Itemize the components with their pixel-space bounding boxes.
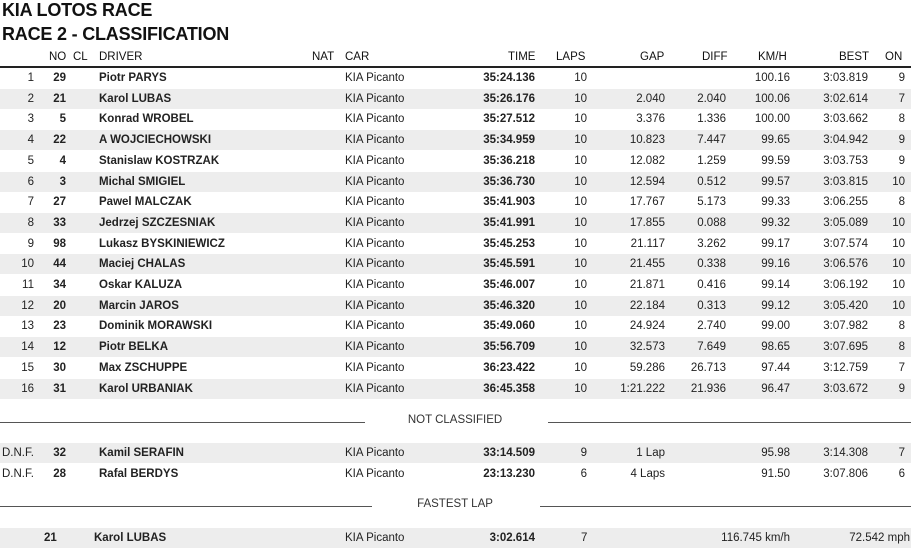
table-row [0, 443, 911, 463]
cell-kmh: 95.98 [761, 447, 790, 459]
table-row [0, 213, 911, 233]
cell-driver: Piotr BELKA [99, 341, 168, 354]
cell-car: KIA Picanto [345, 113, 405, 126]
cell-gap: 24.924 [629, 320, 665, 333]
fastest-car: KIA Picanto [345, 532, 405, 544]
cell-best: 3:06.192 [823, 279, 868, 291]
page-title: KIA LOTOS RACE [2, 0, 153, 20]
cell-car: KIA Picanto [345, 237, 405, 250]
cell-on: 6 [898, 468, 905, 480]
cell-gap: 17.767 [629, 196, 665, 209]
cell-on: 8 [898, 320, 905, 333]
cell-time: 35:41.991 [483, 216, 535, 229]
cell-gap: 32.573 [629, 341, 665, 354]
cell-no: 22 [53, 134, 66, 147]
header-diff: DIFF [702, 51, 728, 63]
cell-time: 35:34.959 [483, 134, 535, 147]
cell-gap: 22.184 [629, 299, 665, 312]
cell-driver: Konrad WROBEL [99, 113, 194, 126]
fastest-kmh: 116.745 km/h [721, 532, 790, 544]
cell-on: 9 [898, 154, 905, 167]
cell-diff: 26.713 [690, 361, 726, 374]
cell-laps: 10 [574, 299, 587, 312]
cell-time: 23:13.230 [483, 468, 535, 480]
cell-no: 98 [53, 237, 66, 250]
cell-best: 3:12.759 [823, 361, 868, 374]
cell-no: 30 [53, 361, 66, 374]
cell-best: 3:03.753 [823, 154, 868, 167]
cell-time: 35:36.730 [483, 175, 535, 188]
cell-driver: A WOJCIECHOWSKI [99, 134, 212, 147]
header-gap: GAP [640, 51, 665, 63]
cell-best: 3:07.982 [823, 320, 868, 333]
cell-on: 9 [898, 134, 905, 147]
cell-car: KIA Picanto [345, 341, 405, 354]
cell-pos: 14 [21, 341, 34, 354]
cell-pos: D.N.F. [2, 447, 34, 459]
cell-no: 31 [53, 382, 66, 395]
cell-driver: Jedrzej SZCZESNIAK [99, 216, 216, 229]
cell-diff: 0.088 [697, 216, 726, 229]
cell-time: 35:46.320 [483, 299, 535, 312]
cell-no: 44 [53, 258, 66, 271]
cell-best: 3:06.576 [823, 258, 868, 271]
cell-kmh: 100.06 [754, 92, 790, 105]
fastest-mph: 72.542 mph [849, 532, 910, 544]
table-row [0, 337, 911, 357]
header-time: TIME [508, 51, 536, 63]
cell-on: 10 [892, 258, 905, 271]
cell-gap: 3.376 [636, 113, 665, 126]
cell-time: 35:27.512 [483, 113, 535, 126]
cell-car: KIA Picanto [345, 72, 405, 84]
cell-driver: Lukasz BYSKINIEWICZ [99, 237, 225, 250]
cell-no: 32 [53, 447, 66, 459]
cell-pos: D.N.F. [2, 468, 34, 480]
cell-laps: 10 [574, 154, 587, 167]
cell-pos: 7 [27, 196, 34, 209]
cell-best: 3:03.672 [823, 382, 868, 395]
header-best: BEST [839, 51, 870, 63]
cell-kmh: 99.32 [761, 216, 790, 229]
cell-diff: 0.338 [697, 258, 726, 271]
cell-best: 3:03.662 [823, 113, 868, 126]
cell-best: 3:05.420 [823, 299, 868, 312]
cell-laps: 6 [580, 468, 587, 480]
cell-gap: 2.040 [636, 92, 665, 105]
cell-gap: 10.823 [629, 134, 665, 147]
cell-kmh: 98.65 [761, 341, 790, 354]
cell-best: 3:14.308 [823, 447, 868, 459]
cell-diff: 7.649 [697, 341, 726, 354]
cell-pos: 12 [21, 299, 34, 312]
cell-car: KIA Picanto [345, 279, 405, 291]
not-classified-label: NOT CLASSIFIED [407, 414, 503, 426]
cell-diff: 2.040 [697, 92, 726, 105]
fastest-driver: Karol LUBAS [94, 532, 167, 544]
cell-no: 29 [53, 72, 66, 84]
table-row [0, 89, 911, 109]
cell-car: KIA Picanto [345, 320, 405, 333]
cell-gap: 59.286 [629, 361, 665, 374]
cell-laps: 10 [574, 175, 587, 188]
table-row [0, 296, 911, 316]
cell-best: 3:03.815 [823, 175, 868, 188]
cell-diff: 1.336 [697, 113, 726, 126]
cell-kmh: 99.14 [761, 279, 790, 291]
cell-diff: 3.262 [697, 237, 726, 250]
cell-car: KIA Picanto [345, 92, 405, 105]
cell-no: 21 [53, 92, 66, 105]
cell-no: 20 [53, 299, 66, 312]
cell-pos: 2 [27, 92, 34, 105]
table-row [0, 464, 911, 484]
header-car: CAR [345, 51, 370, 63]
page-subtitle: RACE 2 - CLASSIFICATION [2, 24, 230, 44]
cell-driver: Rafal BERDYS [99, 468, 179, 480]
table-row [0, 68, 911, 88]
cell-on: 8 [898, 113, 905, 126]
cell-laps: 10 [574, 341, 587, 354]
fastest-lap-number: 7 [581, 532, 588, 544]
cell-kmh: 99.59 [761, 154, 790, 167]
cell-on: 10 [892, 175, 905, 188]
cell-kmh: 99.65 [761, 134, 790, 147]
cell-no: 27 [53, 196, 66, 209]
cell-pos: 8 [27, 216, 34, 229]
cell-gap: 21.455 [629, 258, 665, 271]
cell-pos: 6 [27, 175, 34, 188]
cell-time: 35:41.903 [483, 196, 535, 209]
cell-diff: 5.173 [697, 196, 726, 209]
cell-gap: 12.082 [629, 154, 665, 167]
cell-laps: 10 [574, 216, 587, 229]
cell-kmh: 100.16 [754, 72, 790, 84]
cell-driver: Oskar KALUZA [99, 279, 183, 291]
cell-on: 7 [898, 92, 905, 105]
cell-laps: 9 [580, 447, 587, 459]
cell-driver: Stanislaw KOSTRZAK [99, 154, 220, 167]
cell-time: 36:23.422 [483, 361, 535, 374]
header-no: NO [49, 51, 67, 63]
cell-kmh: 91.50 [761, 468, 790, 480]
fastest-lap-label: FASTEST LAP [417, 498, 493, 510]
cell-best: 3:06.255 [823, 196, 868, 209]
cell-on: 10 [892, 299, 905, 312]
header-laps: LAPS [556, 51, 586, 63]
cell-gap: 4 Laps [630, 468, 665, 480]
table-row [0, 254, 911, 274]
cell-laps: 10 [574, 196, 587, 209]
separator-line-left [0, 422, 365, 423]
cell-car: KIA Picanto [345, 447, 405, 459]
cell-diff: 2.740 [697, 320, 726, 333]
cell-kmh: 99.17 [761, 237, 790, 250]
cell-kmh: 99.33 [761, 196, 790, 209]
cell-car: KIA Picanto [345, 258, 405, 271]
table-row [0, 316, 911, 336]
cell-time: 35:46.007 [483, 279, 535, 291]
cell-on: 10 [892, 279, 905, 291]
cell-laps: 10 [574, 113, 587, 126]
cell-on: 9 [898, 72, 905, 84]
cell-driver: Max ZSCHUPPE [99, 361, 188, 374]
cell-on: 10 [892, 216, 905, 229]
table-row [0, 275, 911, 295]
cell-car: KIA Picanto [345, 361, 405, 374]
cell-car: KIA Picanto [345, 196, 405, 209]
table-row [0, 151, 911, 171]
cell-pos: 13 [21, 320, 34, 333]
cell-time: 35:45.591 [483, 258, 535, 271]
cell-driver: Piotr PARYS [99, 72, 167, 84]
cell-no: 3 [59, 175, 66, 188]
cell-time: 33:14.509 [483, 447, 535, 459]
cell-driver: Pawel MALCZAK [99, 196, 192, 209]
cell-on: 7 [898, 447, 905, 459]
cell-no: 12 [53, 341, 66, 354]
cell-driver: Maciej CHALAS [99, 258, 186, 271]
header-nat: NAT [312, 51, 335, 63]
header-on: ON [885, 51, 903, 63]
cell-laps: 10 [574, 134, 587, 147]
cell-diff: 7.447 [697, 134, 726, 147]
cell-kmh: 99.00 [761, 320, 790, 333]
fastest-lap-row [0, 528, 911, 548]
cell-pos: 9 [27, 237, 34, 250]
cell-time: 35:36.218 [483, 154, 535, 167]
cell-car: KIA Picanto [345, 175, 405, 188]
cell-best: 3:02.614 [823, 92, 868, 105]
cell-car: KIA Picanto [345, 134, 405, 147]
cell-on: 10 [892, 237, 905, 250]
cell-laps: 10 [574, 237, 587, 250]
header-cl: CL [73, 51, 88, 63]
cell-no: 23 [53, 320, 66, 333]
cell-best: 3:07.695 [823, 341, 868, 354]
table-row [0, 192, 911, 212]
cell-gap: 21.117 [630, 237, 665, 250]
cell-gap: 1:21.222 [620, 382, 665, 395]
cell-laps: 10 [574, 320, 587, 333]
table-row [0, 234, 911, 254]
cell-kmh: 96.47 [761, 382, 790, 395]
cell-laps: 10 [574, 279, 587, 291]
cell-car: KIA Picanto [345, 154, 405, 167]
table-row [0, 172, 911, 192]
cell-pos: 5 [27, 154, 34, 167]
cell-kmh: 100.00 [754, 113, 790, 126]
cell-diff: 0.416 [697, 279, 726, 291]
cell-laps: 10 [574, 361, 587, 374]
cell-pos: 4 [27, 134, 34, 147]
cell-time: 35:49.060 [483, 320, 535, 333]
cell-pos: 16 [21, 382, 34, 395]
table-row [0, 358, 911, 378]
cell-best: 3:07.574 [823, 237, 868, 250]
fastest-lap-separator [0, 498, 911, 514]
cell-pos: 11 [22, 279, 34, 291]
cell-time: 35:45.253 [483, 237, 535, 250]
cell-on: 7 [898, 361, 905, 374]
cell-driver: Michal SMIGIEL [99, 175, 186, 188]
cell-no: 4 [59, 154, 66, 167]
cell-driver: Marcin JAROS [99, 299, 179, 312]
cell-pos: 15 [21, 361, 34, 374]
cell-diff: 0.512 [697, 175, 726, 188]
cell-pos: 10 [21, 258, 34, 271]
cell-best: 3:03.819 [823, 72, 868, 84]
cell-diff: 0.313 [697, 299, 726, 312]
cell-on: 8 [898, 196, 905, 209]
cell-on: 9 [898, 382, 905, 395]
cell-gap: 1 Lap [636, 447, 665, 459]
cell-car: KIA Picanto [345, 216, 405, 229]
cell-car: KIA Picanto [345, 382, 405, 395]
fastest-no: 21 [44, 532, 57, 544]
table-row [0, 109, 911, 129]
cell-kmh: 99.12 [761, 299, 790, 312]
cell-gap: 17.855 [629, 216, 665, 229]
cell-diff: 21.936 [690, 382, 726, 395]
header-kmh: KM/H [758, 51, 787, 63]
table-header [0, 51, 913, 65]
header-driver: DRIVER [99, 51, 143, 63]
cell-laps: 10 [574, 92, 587, 105]
separator-line-left [0, 506, 372, 507]
cell-driver: Kamil SERAFIN [99, 447, 184, 459]
cell-best: 3:05.089 [823, 216, 868, 229]
not-classified-separator [0, 414, 911, 430]
cell-gap: 21.871 [629, 279, 665, 291]
cell-car: KIA Picanto [345, 299, 405, 312]
cell-time: 35:24.136 [483, 72, 535, 84]
table-row [0, 379, 911, 399]
cell-on: 8 [898, 341, 905, 354]
cell-no: 28 [53, 468, 66, 480]
cell-best: 3:04.942 [823, 134, 868, 147]
cell-laps: 10 [574, 258, 587, 271]
cell-driver: Dominik MORAWSKI [99, 320, 213, 333]
cell-laps: 10 [574, 382, 587, 395]
table-row [0, 130, 911, 150]
cell-no: 34 [53, 279, 66, 291]
cell-no: 5 [59, 113, 66, 126]
cell-time: 35:26.176 [483, 92, 535, 105]
cell-kmh: 97.44 [761, 361, 790, 374]
fastest-time: 3:02.614 [489, 532, 535, 544]
cell-driver: Karol LUBAS [99, 92, 172, 105]
cell-time: 35:56.709 [483, 341, 535, 354]
cell-pos: 1 [27, 72, 34, 84]
cell-kmh: 99.57 [761, 175, 790, 188]
cell-driver: Karol URBANIAK [99, 382, 193, 395]
cell-gap: 12.594 [629, 175, 665, 188]
cell-car: KIA Picanto [345, 468, 405, 480]
cell-time: 36:45.358 [483, 382, 535, 395]
cell-diff: 1.259 [697, 154, 726, 167]
cell-pos: 3 [27, 113, 34, 126]
separator-line-right [548, 422, 911, 423]
separator-line-right [540, 506, 911, 507]
cell-no: 33 [53, 216, 66, 229]
cell-best: 3:07.806 [823, 468, 868, 480]
cell-kmh: 99.16 [761, 258, 790, 271]
cell-laps: 10 [574, 72, 587, 84]
